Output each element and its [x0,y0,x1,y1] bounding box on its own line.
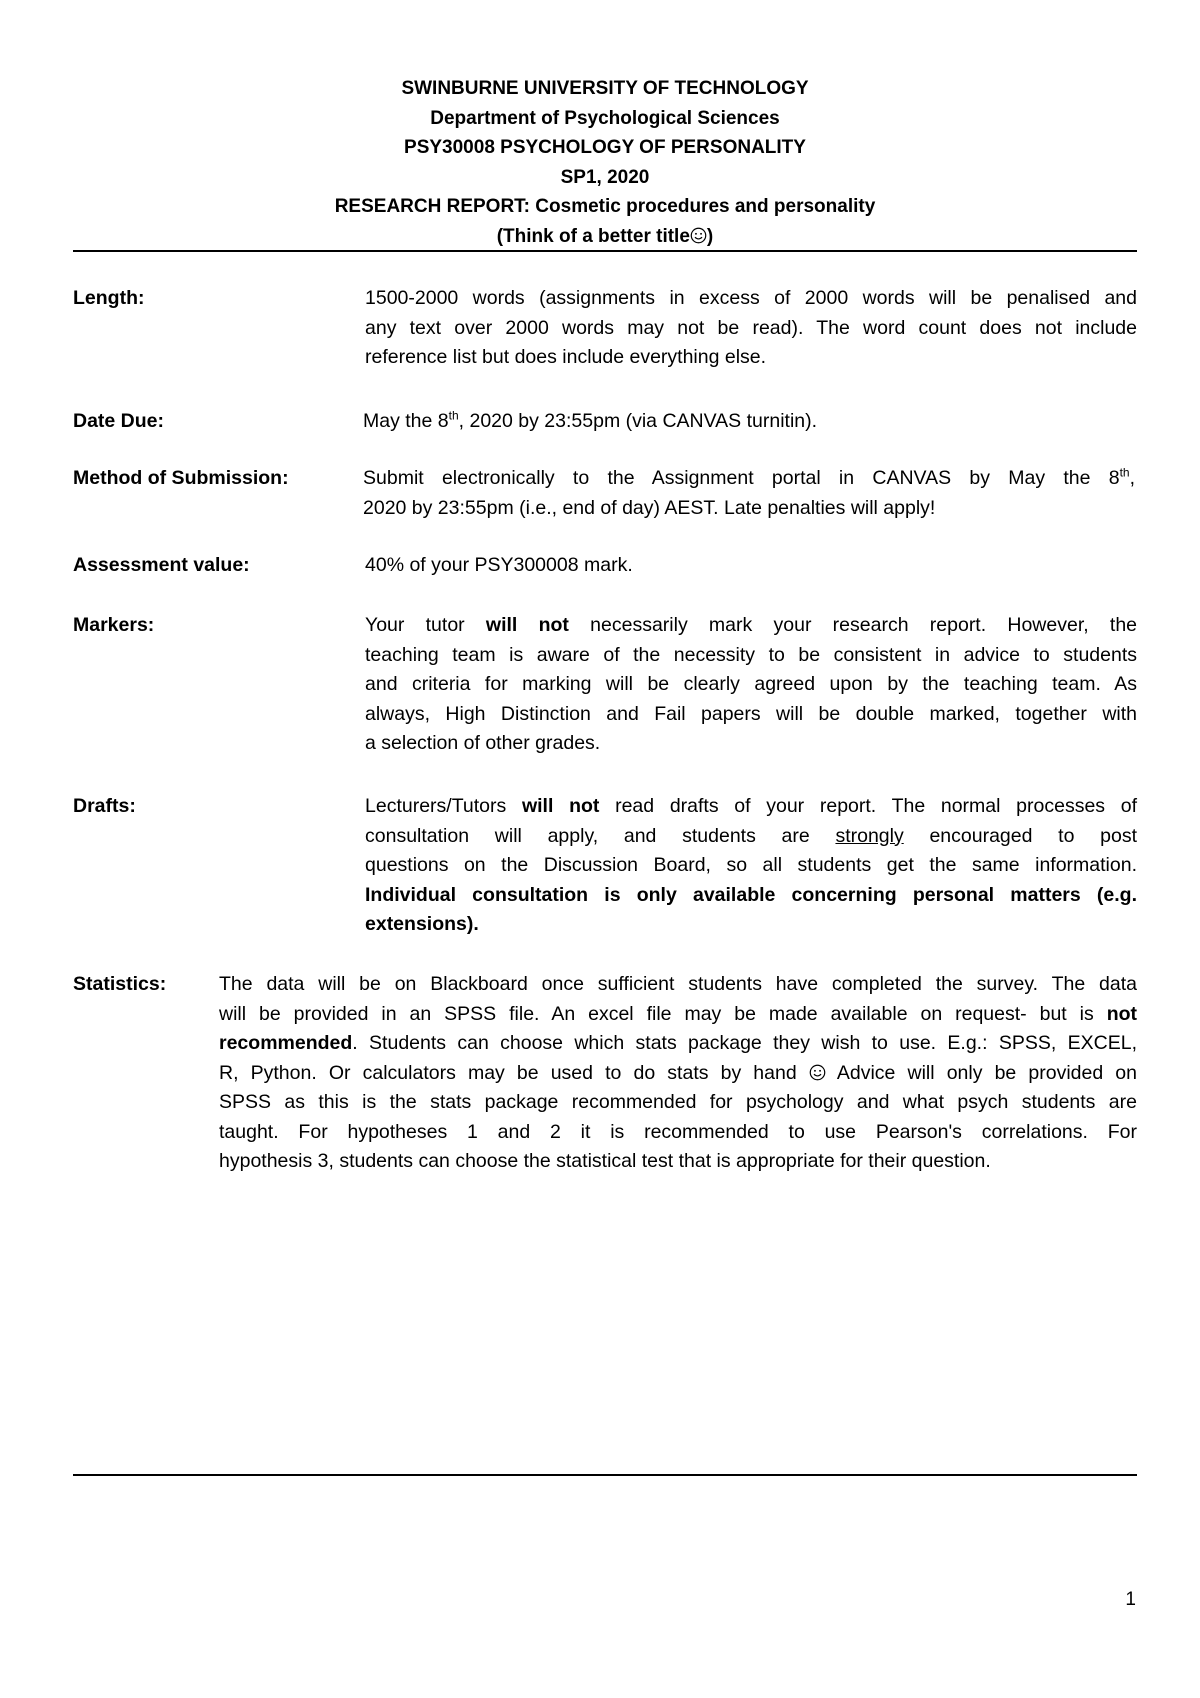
title-note-text: (Think of a better title [496,225,690,247]
length-line: 1500-2000 words (assignments in excess of 2000 words will be penalised and [365,287,1137,309]
date-due-text-end: , 2020 by 23:55pm (via CANVAS turnitin). [458,410,818,432]
statistics-line [219,1059,1137,1089]
drafts-text: encouraged to post [929,824,1137,847]
markers-line: a selection of other grades. [365,732,601,754]
university-name: SWINBURNE UNIVERSITY OF TECHNOLOGY [401,78,809,99]
department-name: Department of Psychological Sciences [430,107,780,129]
statistics-line: hypothesis 3, students can choose the statistical test that is appropriate for their question. [219,1150,991,1172]
assessment-label: Assessment value: [73,554,250,576]
markers-text: Your tutor [365,614,465,636]
drafts-label: Drafts: [73,795,136,817]
semester: SP1, 2020 [560,166,650,188]
statistics-line: SPSS as this is the stats package recommended for psychology and what psych students are [219,1091,1137,1113]
drafts-text: Lecturers/Tutors [365,795,507,817]
markers-line: and criteria for marking will be clearly agreed upon by the teaching team. As [365,673,1137,695]
report-title [73,192,1137,222]
top-divider [73,250,1137,252]
statistics-text: will be provided in an SPSS file. An excel file may be made available on request- but is [219,1002,1094,1025]
submission-value [363,464,1135,523]
submission-text-end: , [1129,467,1135,489]
page-number: 1 [1125,1589,1136,1610]
markers-emphasis: will not [485,614,569,636]
drafts-line: Individual consultation is only available concerning personal matters (e.g. [365,883,1137,906]
submission-sup: th [1119,465,1130,480]
drafts-line: extensions). [365,913,479,935]
length-line: any text over 2000 words may not be read). The word count does not include [365,316,1137,339]
drafts-text: read drafts of your report. The normal processes of [615,795,1138,817]
length-value [365,284,1137,373]
bottom-divider [73,1474,1137,1476]
statistics-text: Advice will only be provided on [836,1061,1137,1084]
report-title-prefix: RESEARCH REPORT: [334,196,531,218]
markers-text: necessarily mark your research report. However, the [590,614,1138,636]
title-note-end: ) [706,225,714,247]
statistics-line: taught. For hypotheses 1 and 2 it is recommended to use Pearson's correlations. For [219,1120,1137,1143]
statistics-line: The data will be on Blackboard once sufficient students have completed the survey. The data [219,973,1137,995]
date-due-value [363,407,1135,437]
length-label: Length: [73,287,145,309]
title-note [73,222,1137,252]
drafts-text: consultation will apply, and students are [365,824,810,847]
smiley-icon [690,227,707,244]
report-title-topic: Cosmetic procedures and personality [535,196,876,218]
statistics-text: R, Python. Or calculators may be used to do stats by hand [219,1061,797,1084]
smiley-icon [809,1064,826,1081]
drafts-value [365,792,1137,940]
date-due-text: May the 8 [363,410,449,432]
submission-label: Method of Submission: [73,467,289,489]
statistics-emphasis: not [1106,1002,1138,1025]
submission-text: Submit electronically to the Assignment portal in CANVAS by May the 8 [363,467,1120,489]
date-due-label: Date Due: [73,410,165,432]
submission-line [363,464,1135,494]
drafts-line: questions on the Discussion Board, so all students get the same information. [365,854,1137,876]
submission-line: 2020 by 23:55pm (i.e., end of day) AEST. Late penalties will apply! [363,496,936,519]
drafts-underline: strongly [835,824,904,847]
statistics-line [219,1029,1137,1059]
statistics-emphasis: recommended [219,1032,353,1054]
drafts-line [365,822,1137,852]
assessment-value: 40% of your PSY300008 mark. [365,554,633,576]
statistics-label: Statistics: [73,973,167,995]
drafts-line [365,792,1137,822]
drafts-emphasis: will not [521,795,600,817]
statistics-line [219,1000,1137,1030]
markers-line: always, High Distinction and Fail papers will be double marked, together with [365,702,1137,725]
length-line: reference list but does include everything else. [365,346,767,368]
markers-line: teaching team is aware of the necessity to be consistent in advice to students [365,643,1137,666]
statistics-value [219,970,1137,1177]
statistics-text: . Students can choose which stats package they wish to use. E.g.: SPSS, EXCEL, [352,1032,1137,1054]
markers-label: Markers: [73,614,155,636]
date-due-sup: th [448,408,459,423]
document-header [73,74,1137,252]
markers-value [365,611,1137,759]
markers-line [365,611,1137,641]
unit-title: PSY30008 PSYCHOLOGY OF PERSONALITY [404,137,806,159]
